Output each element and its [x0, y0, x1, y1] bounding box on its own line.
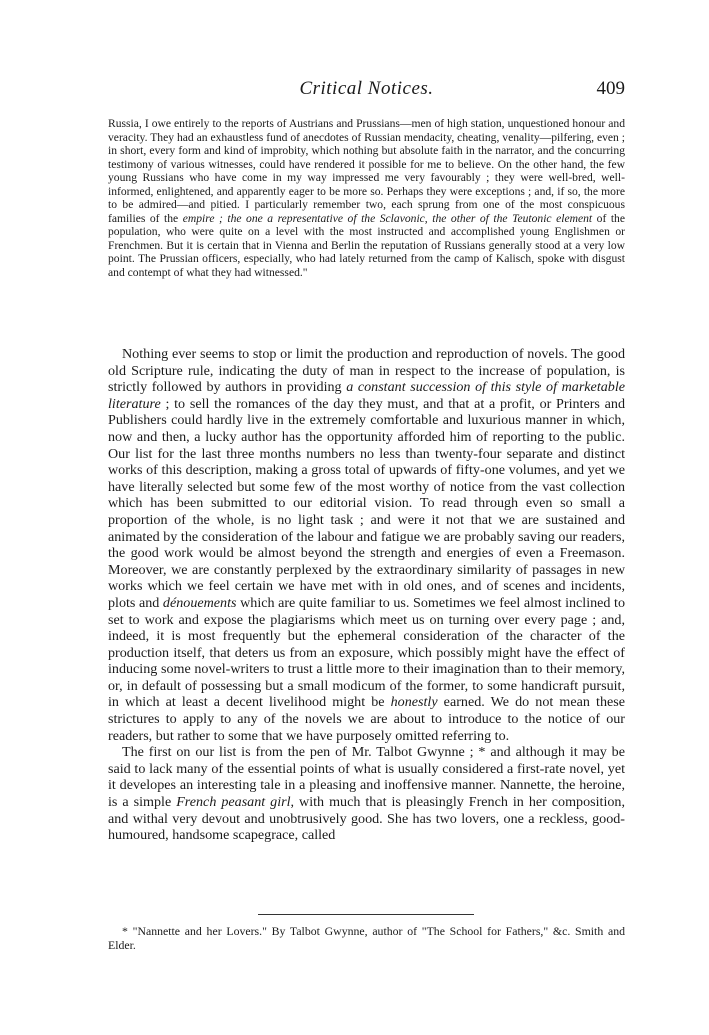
- paragraph-2: [108, 744, 625, 844]
- paragraph-1-text-a: Nothing ever seems to stop or limit the production and reproduction of novels. The good old Scripture rule, indicating the duty of man in respect to the increase of population, is strictly followed by authors in providing: [108, 346, 625, 396]
- paragraph-1: [108, 346, 625, 744]
- block-quote: [108, 117, 625, 279]
- footnote: * "Nannette and her Lovers." By Talbot Gwynne, author of "The School for Fathers," &c. Smith and Elder.: [108, 924, 625, 952]
- paragraph-1-text-c: which are quite familiar to us. Sometimes we feel almost inclined to set to work and expose the plagiarisms which meet us on turning over every page ; and, indeed, it is most frequently but the ephemeral consideration of the character of the production itself, that deters us from an exposure, which possibly might have the effect of inducing some novel-writers to trust a little more to their imagination than to their memory, or, in default of possessing but a small modicum of the former, to some handicraft pursuit, in which at least a decent livelihood might be: [108, 594, 625, 711]
- paragraph-1-text-b: ; to sell the romances of the day they must, and that at a profit, or Printers and Publishers could hardly live in the extremely comfortable and luxurious manner in which, now and then, a lucky author has the opportunity afforded him of reporting to the public. Our list for the last three months numbers no less than twenty-four separate and distinct works of this description, making a gross total of upwards of fifty-one volumes, and yet we have literally selected but some few of the most worthy of notice from the vast collection which has been submitted to our editorial vision. To read through even so small a proportion of the whole, is no light task ; and were it not that we are sustained and animated by the consideration of the labour and fatigue we are probably saving our readers, the good work would be almost beyond the strength and energies of even a Freemason. Moreover, we are constantly perplexed by the extraordinary similarity of passages in new works which we feel certain we have met with in old ones, and of scenes and incidents, plots and: [108, 395, 625, 611]
- paragraph-2-text-a: The first on our list is from the pen of Mr. Talbot Gwynne ; * and although it may be said to lack many of the essential points of what is usually considered a first-rate novel, yet it developes an interesting tale in a pleasing and inoffensive manner. Nannette, the heroine, is a simple: [108, 744, 625, 811]
- paragraph-2-text-b: , with much that is pleasingly French in her composition, and withal very devout and unobtrusively good. She has two lovers, one a reckless, good-humoured, handsome scapegrace, called: [108, 794, 625, 844]
- paragraph-1-italic-1: a constant succession of this style of marketable literature: [108, 379, 625, 412]
- quote-text: Russia, I owe entirely to the reports of Austrians and Prussians—men of high station, unquestioned honour and veracity. They had an exhaustless fund of anecdotes of Russian mendacity, cheating, venality—pilfering, even ; in short, every form and kind of improbity, which nothing but absolute faith in the narrator, and the concurring testimony of various witnesses, could have rendered it possible for me to believe. On the other hand, the few young Russians who have come in my way impressed me very favourably ; they were well-bred, well-informed, enlightened, and apparently eager to be more so. Perhaps they were exceptions ; and, if so, the more to be admired—and pitied. I particularly remember two, each sprung from one of the most conspicuous families of the: [108, 117, 625, 225]
- page-header: [108, 78, 625, 108]
- paragraph-1-italic-2: dénouements: [162, 594, 237, 611]
- paragraph-1-italic-3: honestly: [390, 694, 438, 711]
- quote-italic-text: empire ; the one a representative of the Sclavonic, the other of the Teutonic element: [182, 211, 593, 225]
- running-title: Critical Notices.: [299, 78, 434, 99]
- footnote-rule: [258, 914, 474, 915]
- quote-text-end: of the population, who were quite on a level with the most instructed and accomplished young Englishmen or Frenchmen. But it is certain that in Vienna and Berlin the reputation of Russians generally stood at a very low point. The Prussian officers, especially, who had lately returned from the camp of Kalisch, spoke with disgust and contempt of what they had witnessed.": [108, 211, 625, 279]
- paragraph-2-italic: French peasant girl: [176, 794, 291, 811]
- page-number: 409: [596, 78, 625, 99]
- paragraph-1-text-d: earned. We do not mean these strictures to apply to any of the novels we are about to introduce to the notice of our readers, but rather to some that we have purposely omitted referring to.: [108, 694, 625, 744]
- body-text: [108, 346, 625, 844]
